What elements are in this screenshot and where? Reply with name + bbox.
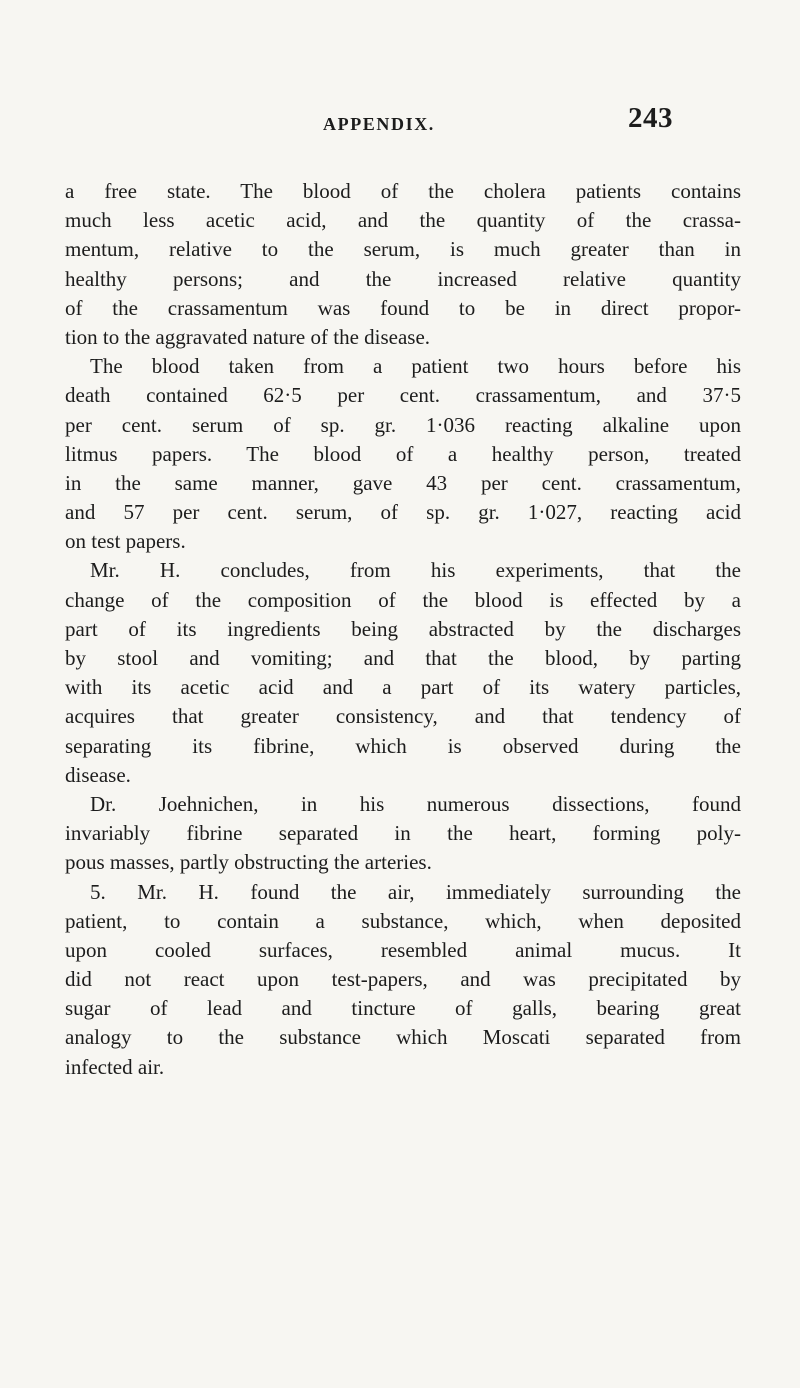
text-line: healthy persons; and the increased relative quantity bbox=[65, 266, 741, 291]
text-line: with its acetic acid and a part of its watery particles, bbox=[65, 675, 741, 700]
text-line: analogy to the substance which Moscati separated from bbox=[65, 1025, 741, 1050]
running-head: APPENDIX. bbox=[323, 114, 435, 134]
text-line: disease. bbox=[65, 762, 131, 787]
text-line: death contained 62·5 per cent. crassamentum, and 37·5 bbox=[65, 383, 741, 408]
text-line: mentum, relative to the serum, is much greater than in bbox=[65, 237, 741, 262]
page-number: 243 bbox=[628, 102, 673, 134]
text-line: 5. Mr. H. found the air, immediately surrounding the bbox=[90, 879, 741, 904]
text-line: sugar of lead and tincture of galls, bearing great bbox=[65, 996, 741, 1021]
text-line: patient, to contain a substance, which, when deposited bbox=[65, 908, 741, 933]
text-line: did not react upon test-papers, and was precipitated by bbox=[65, 967, 741, 992]
text-line: and 57 per cent. serum, of sp. gr. 1·027, reacting acid bbox=[65, 500, 741, 525]
text-line: infected air. bbox=[65, 1054, 165, 1079]
text-line: by stool and vomiting; and that the blood, by parting bbox=[65, 646, 741, 670]
text-line: invariably fibrine separated in the heart, forming poly- bbox=[65, 821, 741, 846]
text-line: litmus papers. The blood of a healthy person, treated bbox=[65, 441, 741, 466]
text-line: The blood taken from a patient two hours before his bbox=[90, 354, 741, 379]
text-line: upon cooled surfaces, resembled animal mucus. It bbox=[65, 937, 741, 962]
text-line: tion to the aggravated nature of the disease. bbox=[65, 324, 431, 349]
text-line: acquires that greater consistency, and that tendency of bbox=[65, 704, 741, 729]
text-line: per cent. serum of sp. gr. 1·036 reacting alkaline upon bbox=[65, 412, 741, 437]
text-line: Dr. Joehnichen, in his numerous dissections, found bbox=[90, 791, 741, 816]
text-line: pous masses, partly obstructing the arteries. bbox=[65, 850, 432, 875]
text-line: a free state. The blood of the cholera patients contains bbox=[65, 179, 741, 203]
page-header bbox=[0, 84, 800, 144]
text-line: of the crassamentum was found to be in direct propor- bbox=[65, 295, 741, 320]
text-line: part of its ingredients being abstracted by the discharges bbox=[65, 616, 741, 641]
text-line: on test papers. bbox=[65, 529, 186, 554]
text-line: separating its fibrine, which is observed during the bbox=[65, 733, 741, 758]
text-line: much less acetic acid, and the quantity of the crassa- bbox=[65, 208, 741, 233]
body-text bbox=[65, 177, 741, 1082]
text-line: change of the composition of the blood is effected by a bbox=[65, 587, 741, 612]
text-line: Mr. H. concludes, from his experiments, that the bbox=[90, 558, 741, 583]
text-line: in the same manner, gave 43 per cent. crassamentum, bbox=[65, 470, 741, 495]
